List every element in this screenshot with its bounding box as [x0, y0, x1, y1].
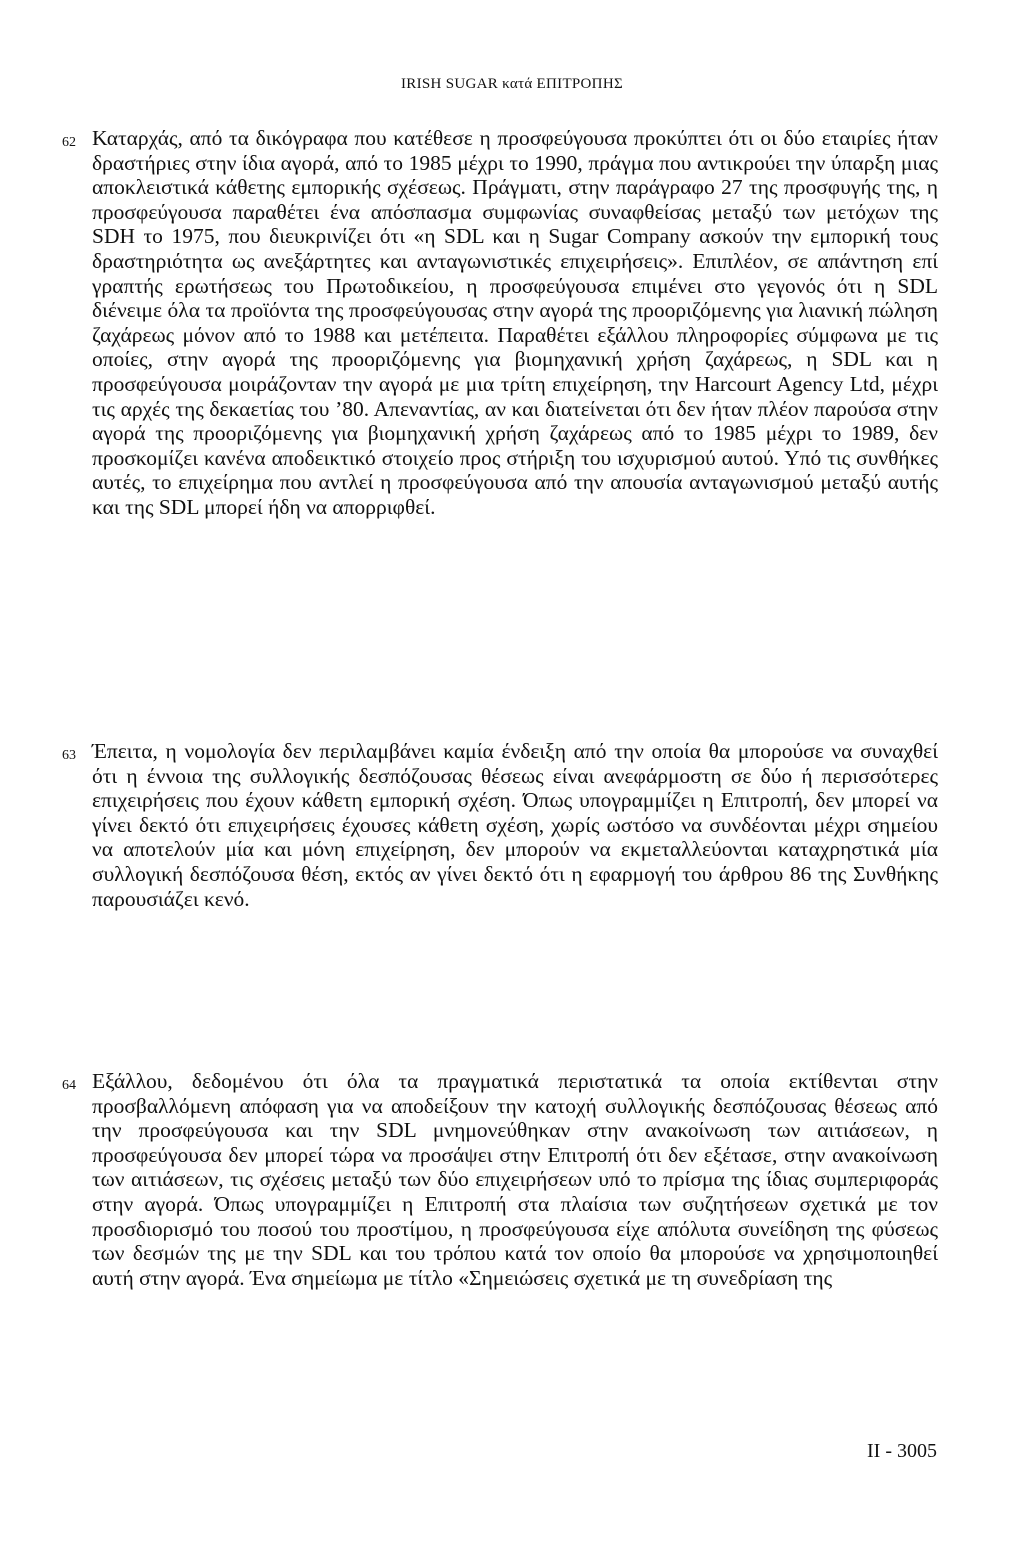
paragraph-number: 63 — [62, 748, 76, 763]
running-header: IRISH SUGAR κατά ΕΠΙΤΡΟΠΗΣ — [401, 76, 623, 92]
paragraph-number: 62 — [62, 135, 76, 150]
page-number: II - 3005 — [867, 1440, 937, 1462]
paragraph-number: 64 — [62, 1078, 76, 1093]
paragraph-text: Εξάλλου, δεδομένου ότι όλα τα πραγματικά περιστατικά τα οποία εκτίθενται στην προσβαλλόμενη απόφαση για να αποδείξουν την κατοχή συλλογικής δεσπόζουσας θέσεως από την προσφεύγουσα και την SDL μνημονεύθηκαν στην ανακοίνωση των αιτιάσεων, η προσφεύγουσα δεν μπορεί τώρα να προσάψει στην Επιτροπή ότι δεν εξέτασε, στην ανακοίνωση των αιτιάσεων, τις σχέσεις μεταξύ των δύο επιχειρήσεων υπό το πρίσμα της ίδιας συμπεριφοράς στην αγορά. Όπως υπογραμμίζει η Επιτροπή στα πλαίσια των συζητήσεων σχετικά με τον προσδιορισμό του ποσού του προστίμου, η προσφεύγουσα είχε απόλυτα συνείδηση της φύσεως των δεσμών της με την SDL και του τρόπου κατά τον οποίο θα μπορούσε να χρησιμοποιηθεί αυτή στην αγορά. Ένα σημείωμα με τίτλο «Σημειώσεις σχετικά με τη συνεδρίαση της — [92, 1069, 938, 1290]
paragraph-text: Καταρχάς, από τα δικόγραφα που κατέθεσε η προσφεύγουσα προκύπτει ότι οι δύο εταιρίες ήταν δραστήριες στην ίδια αγορά, από το 1985 μέχρι το 1990, πράγμα που αντικρούει την ύπαρξη μιας αποκλειστικά κάθετης εμπορικής σχέσεως. Πράγματι, στην παράγραφο 27 της προσφυγής της, η προσφεύγουσα παραθέτει ένα απόσπασμα συμφωνίας συναφθείσας μεταξύ των μετόχων της SDH το 1975, που διευκρινίζει ότι «η SDL και η Sugar Company ασκούν την εμπορική τους δραστηριότητα ως ανεξάρτητες και ανταγωνιστικές επιχειρήσεις». Επιπλέον, σε απάντηση επί γραπτής ερωτήσεως του Πρωτοδικείου, η προσφεύγουσα επιμένει στο γεγονός ότι η SDL διένειμε όλα τα προϊόντα της προσφεύγουσας στην αγορά της προοριζόμενης για λιανική πώληση ζαχάρεως μόνον από το 1988 και μετέπειτα. Παραθέτει εξάλλου πληροφορίες σύμφωνα με τις οποίες, στην αγορά της προοριζόμενης για βιομηχανική χρήση ζαχάρεως, η SDL και η προσφεύγουσα μοιράζονταν την αγορά με μια τρίτη επιχείρηση, την Harcourt Agency Ltd, μέχρι τις αρχές της δεκαετίας του ’80. Απεναντίας, αν και διατείνεται ότι δεν ήταν πλέον παρούσα στην αγορά της προοριζόμενης για βιομηχανική χρήση ζαχάρεως από το 1985 μέχρι το 1989, δεν προσκομίζει κανένα αποδεικτικό στοιχείο προς στήριξη του ισχυρισμού αυτού. Υπό τις συνθήκες αυτές, το επιχείρημα που αντλεί η προσφεύγουσα από την απουσία ανταγωνισμού μεταξύ αυτής και της SDL μπορεί ήδη να απορριφθεί. — [92, 126, 938, 519]
paragraph-text: Έπειτα, η νομολογία δεν περιλαμβάνει καμία ένδειξη από την οποία θα μπορούσε να συναχθεί ότι η έννοια της συλλογικής δεσπόζουσας θέσεως είναι ανεφάρμοστη σε δύο ή περισσότερες επιχειρήσεις που έχουν κάθετη εμπορική σχέση. Όπως υπογραμμίζει η Επιτροπή, δεν μπορεί να γίνει δεκτό ότι επιχειρήσεις έχουσες κάθετη σχέση, χωρίς ωστόσο να συνδέονται μέχρι σημείου να αποτελούν μία και μόνη επιχείρηση, δεν μπορούν να εκμεταλλεύονται καταχρηστικά μία συλλογική δεσπόζουσα θέση, εκτός αν γίνει δεκτό ότι η εφαρμογή του άρθρου 86 της Συνθήκης παρουσιάζει κενό. — [92, 739, 938, 911]
